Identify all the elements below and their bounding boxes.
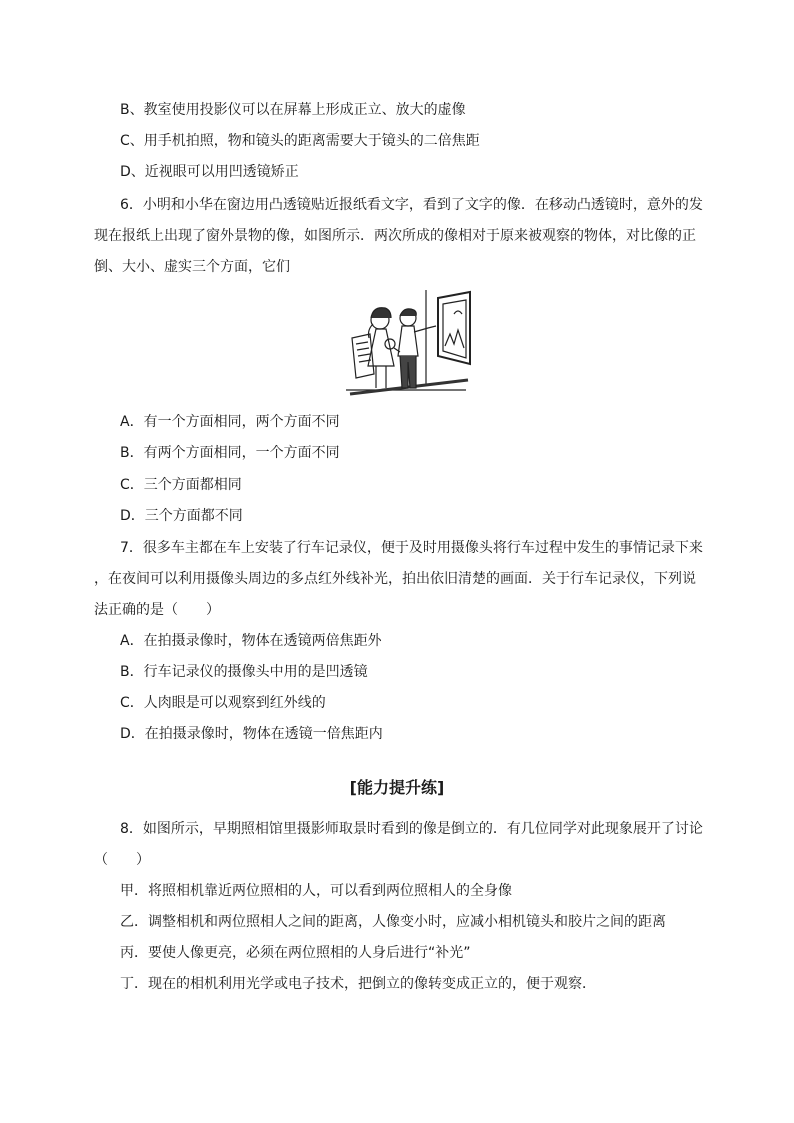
q8-statement-bing: 丙．要使人像更亮，必须在两位照相的人身后进行“补光” <box>120 945 471 961</box>
section-title-ability-practice: [能力提升练] <box>349 778 445 797</box>
q7-stem-line2: ，在夜间可以利用摄像头周边的多点红外线补光，拍出依旧清楚的画面．关于行车记录仪，下列说 <box>94 571 696 587</box>
q8-statement-yi: 乙．调整相机和两位照相人之间的距离，人像变小时，应减小相机镜头和胶片之间的距离 <box>120 914 666 930</box>
q6-option-c: C．三个方面都相同 <box>120 477 242 493</box>
q7-option-d: D．在拍摄录像时，物体在透镜一倍焦距内 <box>120 726 383 742</box>
q7-option-a: A．在拍摄录像时，物体在透镜两倍焦距外 <box>120 633 382 649</box>
q8-statement-ding: 丁．现在的相机利用光学或电子技术，把倒立的像转变成正立的，便于观察． <box>120 976 596 992</box>
q5-option-b: B、教室使用投影仪可以在屏幕上形成正立、放大的虚像 <box>120 102 466 118</box>
q7-stem-line3: 法正确的是（ ） <box>94 602 220 618</box>
q5-option-d: D、近视眼可以用凹透镜矫正 <box>120 164 299 180</box>
q8-statement-jia: 甲．将照相机靠近两位照相的人，可以看到两位照相人的全身像 <box>120 883 512 899</box>
q6-option-b: B．有两个方面相同，一个方面不同 <box>120 445 340 461</box>
q6-stem-line2: 现在报纸上出现了窗外景物的像，如图所示．两次所成的像相对于原来被观察的物体，对比像的正 <box>94 228 696 244</box>
q7-option-b: B．行车记录仪的摄像头中用的是凹透镜 <box>120 664 368 680</box>
q7-option-c: C．人肉眼是可以观察到红外线的 <box>120 695 326 711</box>
two-students-lens-window-illustration-icon <box>346 286 474 396</box>
q8-stem-line2: （ ） <box>94 852 150 868</box>
q6-stem-line3: 倒、大小、虚实三个方面，它们 <box>94 259 290 275</box>
q5-option-c: C、用手机拍照，物和镜头的距离需要大于镜头的二倍焦距 <box>120 133 480 149</box>
students-lens-figure <box>346 286 474 396</box>
q8-stem-line1: 8．如图所示，早期照相馆里摄影师取景时看到的像是倒立的．有几位同学对此现象展开了讨论 <box>120 821 703 837</box>
q6-option-d: D．三个方面都不同 <box>120 508 243 524</box>
q6-stem-line1: 6．小明和小华在窗边用凸透镜贴近报纸看文字，看到了文字的像．在移动凸透镜时，意外的发 <box>120 197 703 213</box>
q7-stem-line1: 7．很多车主都在车上安装了行车记录仪，便于及时用摄像头将行车过程中发生的事情记录下来 <box>120 540 703 556</box>
q6-option-a: A．有一个方面相同，两个方面不同 <box>120 414 340 430</box>
